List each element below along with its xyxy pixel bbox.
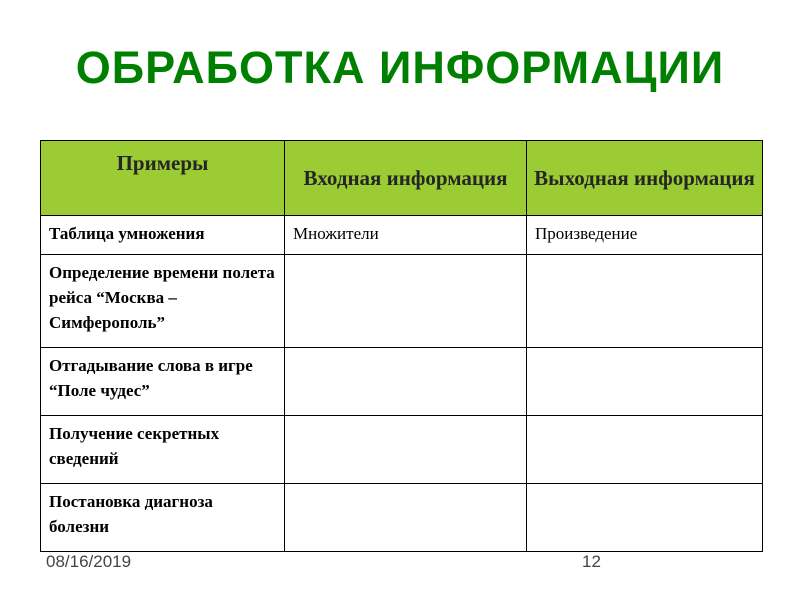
example-cell: Таблица умножения xyxy=(41,216,285,255)
example-cell: Отгадывание слова в игре “Поле чудес” xyxy=(41,348,285,416)
output-cell: Произведение xyxy=(527,216,763,255)
output-cell xyxy=(527,484,763,552)
example-cell: Получение секретных сведений xyxy=(41,416,285,484)
output-cell xyxy=(527,416,763,484)
table-row xyxy=(41,484,763,552)
table-row xyxy=(41,348,763,416)
input-cell xyxy=(285,416,527,484)
example-cell: Постановка диагноза болезни xyxy=(41,484,285,552)
table-body xyxy=(41,216,763,552)
example-cell: Определение времени полета рейса “Москва – Симферополь” xyxy=(41,255,285,348)
table-row xyxy=(41,255,763,348)
input-cell: Множители xyxy=(285,216,527,255)
output-cell xyxy=(527,348,763,416)
header-input-information: Входная информация xyxy=(285,141,527,216)
slide-title: ОБРАБОТКА ИНФОРМАЦИИ xyxy=(75,42,725,93)
table-header xyxy=(41,141,763,216)
header-row xyxy=(41,141,763,216)
table-row xyxy=(41,216,763,255)
header-examples: Примеры xyxy=(41,141,285,216)
input-cell xyxy=(285,255,527,348)
output-cell xyxy=(527,255,763,348)
input-cell xyxy=(285,348,527,416)
table-row xyxy=(41,416,763,484)
information-processing-table xyxy=(40,140,763,552)
footer-date: 08/16/2019 xyxy=(46,552,132,571)
input-cell xyxy=(285,484,527,552)
page-number: 12 xyxy=(582,552,601,571)
header-output-information: Выходная информация xyxy=(527,141,763,216)
